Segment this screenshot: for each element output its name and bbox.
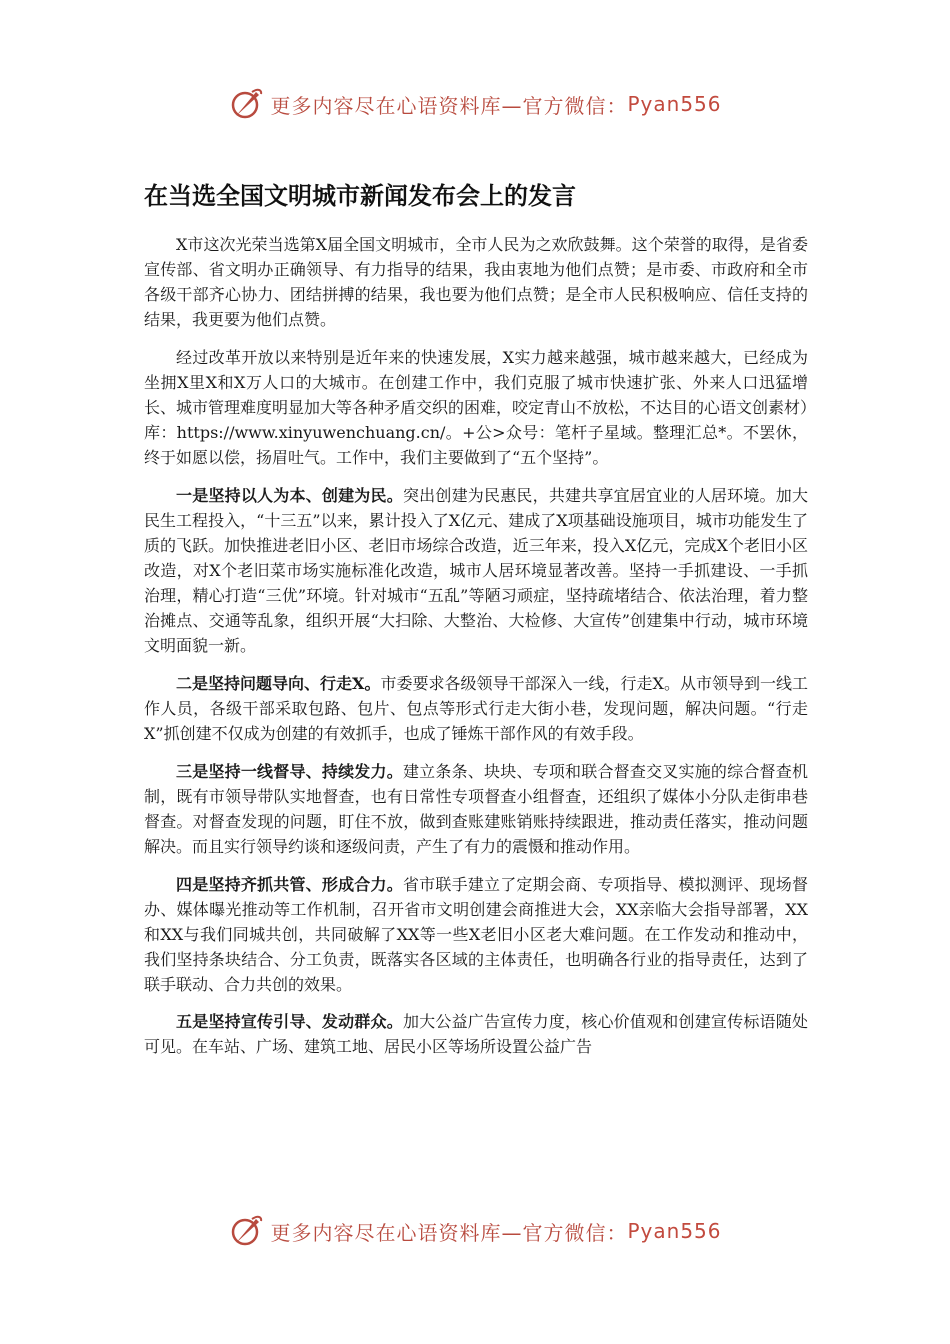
watermark-text: 更多内容尽在心语资料库—官方微信：	[270, 1220, 628, 1245]
quill-logo-icon	[228, 86, 264, 122]
document-title: 在当选全国文明城市新闻发布会上的发言	[144, 182, 576, 210]
paragraph-point-2: 二是坚持问题导向、行走X。市委要求各级领导干部深入一线，行走X。从市领导到一线工作人员，各级干部采取包路、包片、包点等形式行走大街小巷，发现问题，解决问题。“行走X”抓创建不仅成为创建的有效抓手，也成了锤炼干部作风的有效手段。	[144, 674, 808, 743]
paragraph-point-4: 四是坚持齐抓共管、形成合力。省市联手建立了定期会商、专项指导、模拟测评、现场督办、媒体曝光推动等工作机制，召开省市文明创建会商推进大会，XX亲临大会指导部署，XX和XX与我们同城共创，共同破解了XX等一些X老旧小区老大难问题。在工作发动和推动中，我们坚持条块结合、分工负责，既落实各区域的主体责任，也明确各行业的指导责任，达到了联手联动、合力共创的效果。	[144, 875, 808, 994]
paragraph-point-3: 三是坚持一线督导、持续发力。建立条条、块块、专项和联合督查交叉实施的综合督查机制，既有市领导带队实地督查，也有日常性专项督查小组督查，还组织了媒体小分队走街串巷督查。对督查发现的问题，盯住不放，做到查账建账销账持续跟进，推动责任落实，推动问题解决。而且实行领导约谈和逐级问责，产生了有力的震慑和推动作用。	[144, 762, 808, 856]
watermark-handle: Pyan556	[627, 1219, 722, 1243]
watermark-text: 更多内容尽在心语资料库—官方微信：	[270, 93, 628, 118]
point-5-lead: 五是坚持宣传引导、发动群众。	[176, 1012, 403, 1031]
paragraph-point-5: 五是坚持宣传引导、发动群众。加大公益广告宣传力度，核心价值观和创建宣传标语随处可见。在车站、广场、建筑工地、居民小区等场所设置公益广告	[144, 1012, 808, 1056]
point-4-lead: 四是坚持齐抓共管、形成合力。	[176, 875, 403, 894]
watermark-banner-bottom	[0, 1211, 950, 1251]
quill-logo-icon	[228, 1213, 264, 1249]
paragraph-point-1: 一是坚持以人为本、创建为民。突出创建为民惠民，共建共享宜居宜业的人居环境。加大民生工程投入，“十三五”以来，累计投入了X亿元、建成了X项基础设施项目，城市功能发生了质的飞跃。加快推进老旧小区、老旧市场综合改造，近三年来，投入X亿元，完成X个老旧小区改造，对X个老旧菜市场实施标准化改造，城市人居环境显著改善。坚持一手抓建设、一手抓治理，精心打造“三优”环境。针对城市“五乱”等陋习顽症，坚持疏堵结合、依法治理，着力整治摊点、交通等乱象，组织开展“大扫除、大整治、大检修、大宣传”创建集中行动，城市环境文明面貌一新。	[144, 486, 808, 655]
point-2-lead: 二是坚持问题导向、行走X。	[176, 674, 381, 693]
paragraph-overview: 经过改革开放以来特别是近年来的快速发展，X实力越来越强，城市越来越大，已经成为坐拥X里X和X万人口的大城市。在创建工作中，我们克服了城市快速扩张、外来人口迅猛增长、城市管理难度明显加大等各种矛盾交织的困难，咬定青山不放松，不达目的心语文创素材）库：https://www.xinyuwenchuang.cn/。+公>众号：笔杆子星域。整理汇总*。不罢休，终于如愿以偿，扬眉吐气。工作中，我们主要做到了“五个坚持”。	[144, 348, 809, 467]
point-3-lead: 三是坚持一线督导、持续发力。	[176, 762, 403, 781]
document-body	[144, 232, 808, 1072]
point-1-lead: 一是坚持以人为本、创建为民。	[176, 486, 403, 505]
paragraph-intro: X市这次光荣当选第X届全国文明城市，全市人民为之欢欣鼓舞。这个荣誉的取得，是省委宣传部、省文明办正确领导、有力指导的结果，我由衷地为他们点赞；是市委、市政府和全市各级干部齐心协力、团结拼搏的结果，我也要为他们点赞；是全市人民积极响应、信任支持的结果，我更要为他们点赞。	[144, 235, 808, 329]
watermark-handle: Pyan556	[627, 92, 722, 116]
watermark-banner-top	[0, 84, 950, 124]
